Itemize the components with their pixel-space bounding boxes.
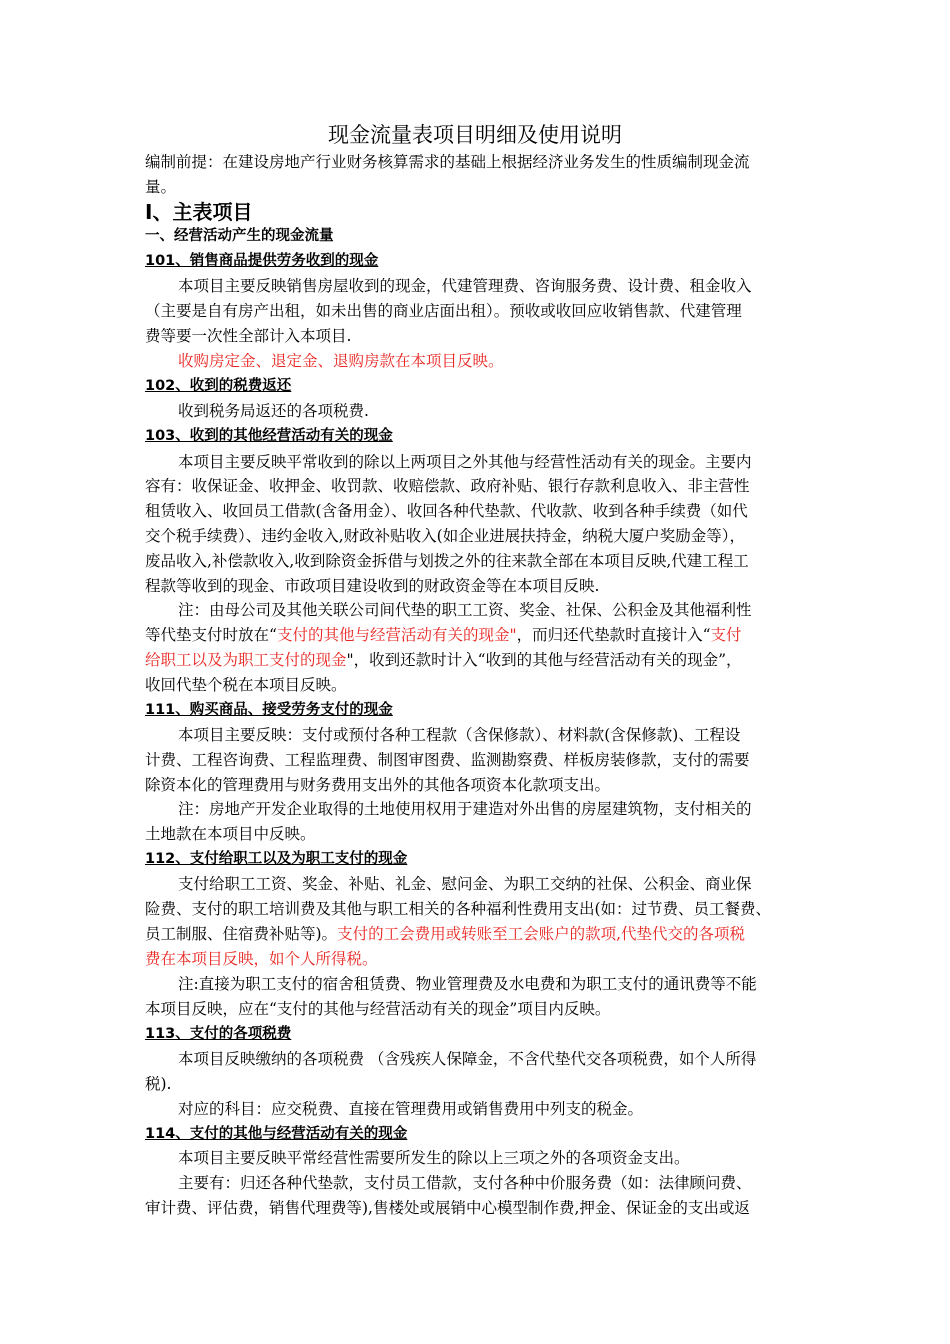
item-101-heading: 101、销售商品提供劳务收到的现金 [145,253,379,269]
preface-line-2: 量。 [145,178,177,196]
item-112-line: 支付给职工工资、奖金、补贴、礼金、慰问金、为职工交纳的社保、公积金、商业保 [178,875,752,893]
item-111-note-line: 注：房地产开发企业取得的土地使用权用于建造对外出售的房屋建筑物，支付相关的 [178,800,752,818]
item-102-heading: 102、收到的税费返还 [145,378,292,394]
item-103-line: 租赁收入、收回员工借款(含备用金）、收回各种代垫款、代收款、收到各种手续费（如代 [145,502,748,520]
item-103-note-line-3: 给职工以及为职工支付的现金"，收到还款时计入“收到的其他与经营活动有关的现金”， [145,651,742,669]
item-112-heading: 112、支付给职工以及为职工支付的现金 [145,851,408,867]
item-103-line: 交个税手续费）、违约金收入,财政补贴收入(如企业进展扶持金，纳税大厦户奖励金等）， [145,527,745,545]
item-112-line: 员工制服、住宿费补贴等)。支付的工会费用或转账至工会账户的款项,代垫代交的各项税 [145,925,745,943]
item-103-line: 废品收入,补偿款收入,收到除资金拆借与划拨之外的往来款全部在本项目反映,代建工程工 [145,552,749,570]
part1-heading: Ⅰ、主表项目 [145,200,253,224]
preface-line-1: 编制前提：在建设房地产行业财务核算需求的基础上根据经济业务发生的性质编制现金流 [145,153,750,171]
item-111-line: 除资本化的管理费用与财务费用支出外的其他各项资本化款项支出。 [145,776,611,794]
item-112-line: 险费、支付的职工培训费及其他与职工相关的各种福利性费用支出(如：过节费、员工餐费、 [145,900,772,918]
item-112-red-line: 费在本项目反映，如个人所得税。 [145,950,378,968]
item-113-heading: 113、支付的各项税费 [145,1026,292,1042]
item-113-line: 税). [145,1075,172,1093]
item-111-line: 本项目主要反映：支付或预付各种工程款（含保修款）、材料款(含保修款)、工程设 [178,726,741,744]
item-101-line: （主要是自有房产出租，如未出售的商业店面出租）。预收或收回应收销售款、代建管理 [145,302,742,320]
item-113-note: 对应的科目：应交税费、直接在管理费用或销售费用中列支的税金。 [178,1100,644,1118]
item-103-note-line-1: 注：由母公司及其他关联公司间代垫的职工工资、奖金、社保、公积金及其他福利性 [178,601,752,619]
item-111-note-line: 土地款在本项目中反映。 [145,825,316,843]
item-103-note-line-4: 收回代垫个税在本项目反映。 [145,676,347,694]
item-103-note-line-2: 等代垫支付时放在“支付的其他与经营活动有关的现金"，而归还代垫款时直接计入“支付 [145,626,742,644]
item-103-line: 本项目主要反映平常收到的除以上两项目之外其他与经营性活动有关的现金。主要内 [178,453,752,471]
item-111-heading: 111、购买商品、接受劳务支付的现金 [145,702,393,718]
item-113-line: 本项目反映缴纳的各项税费 （含残疾人保障金，不含代垫代交各项税费，如个人所得 [178,1050,757,1068]
item-101-line: 本项目主要反映销售房屋收到的现金，代建管理费、咨询服务费、设计费、租金收入 [178,277,752,295]
section1-heading: 一、经营活动产生的现金流量 [145,228,334,244]
item-102-line: 收到税务局返还的各项税费. [178,402,369,420]
item-112-note-line: 本项目反映，应在“支付的其他与经营活动有关的现金”项目内反映。 [145,1000,611,1018]
item-103-line: 程款等收到的现金、市政项目建设收到的财政资金等在本项目反映. [145,577,600,595]
item-114-line: 审计费、评估费，销售代理费等),售楼处或展销中心模型制作费,押金、保证金的支出或返 [145,1199,750,1217]
item-112-note-line: 注:直接为职工支付的宿舍租赁费、物业管理费及水电费和为职工支付的通讯费等不能 [178,975,757,993]
item-101-line: 费等要一次性全部计入本项目. [145,327,352,345]
item-114-line: 本项目主要反映平常经营性需要所发生的除以上三项之外的各项资金支出。 [178,1149,690,1167]
item-103-line: 容有：收保证金、收押金、收罚款、收赔偿款、政府补贴、银行存款利息收入、非主营性 [145,477,750,495]
item-114-line: 主要有：归还各种代垫款，支付员工借款，支付各种中价服务费（如：法律顾问费、 [178,1174,752,1192]
item-103-heading: 103、收到的其他经营活动有关的现金 [145,428,393,444]
item-101-red-note: 收购房定金、退定金、退购房款在本项目反映。 [178,352,504,370]
item-114-heading: 114、支付的其他与经营活动有关的现金 [145,1126,408,1142]
item-111-line: 计费、工程咨询费、工程监理费、制图审图费、监测勘察费、样板房装修款，支付的需要 [145,751,750,769]
page-title: 现金流量表项目明细及使用说明 [328,123,622,147]
